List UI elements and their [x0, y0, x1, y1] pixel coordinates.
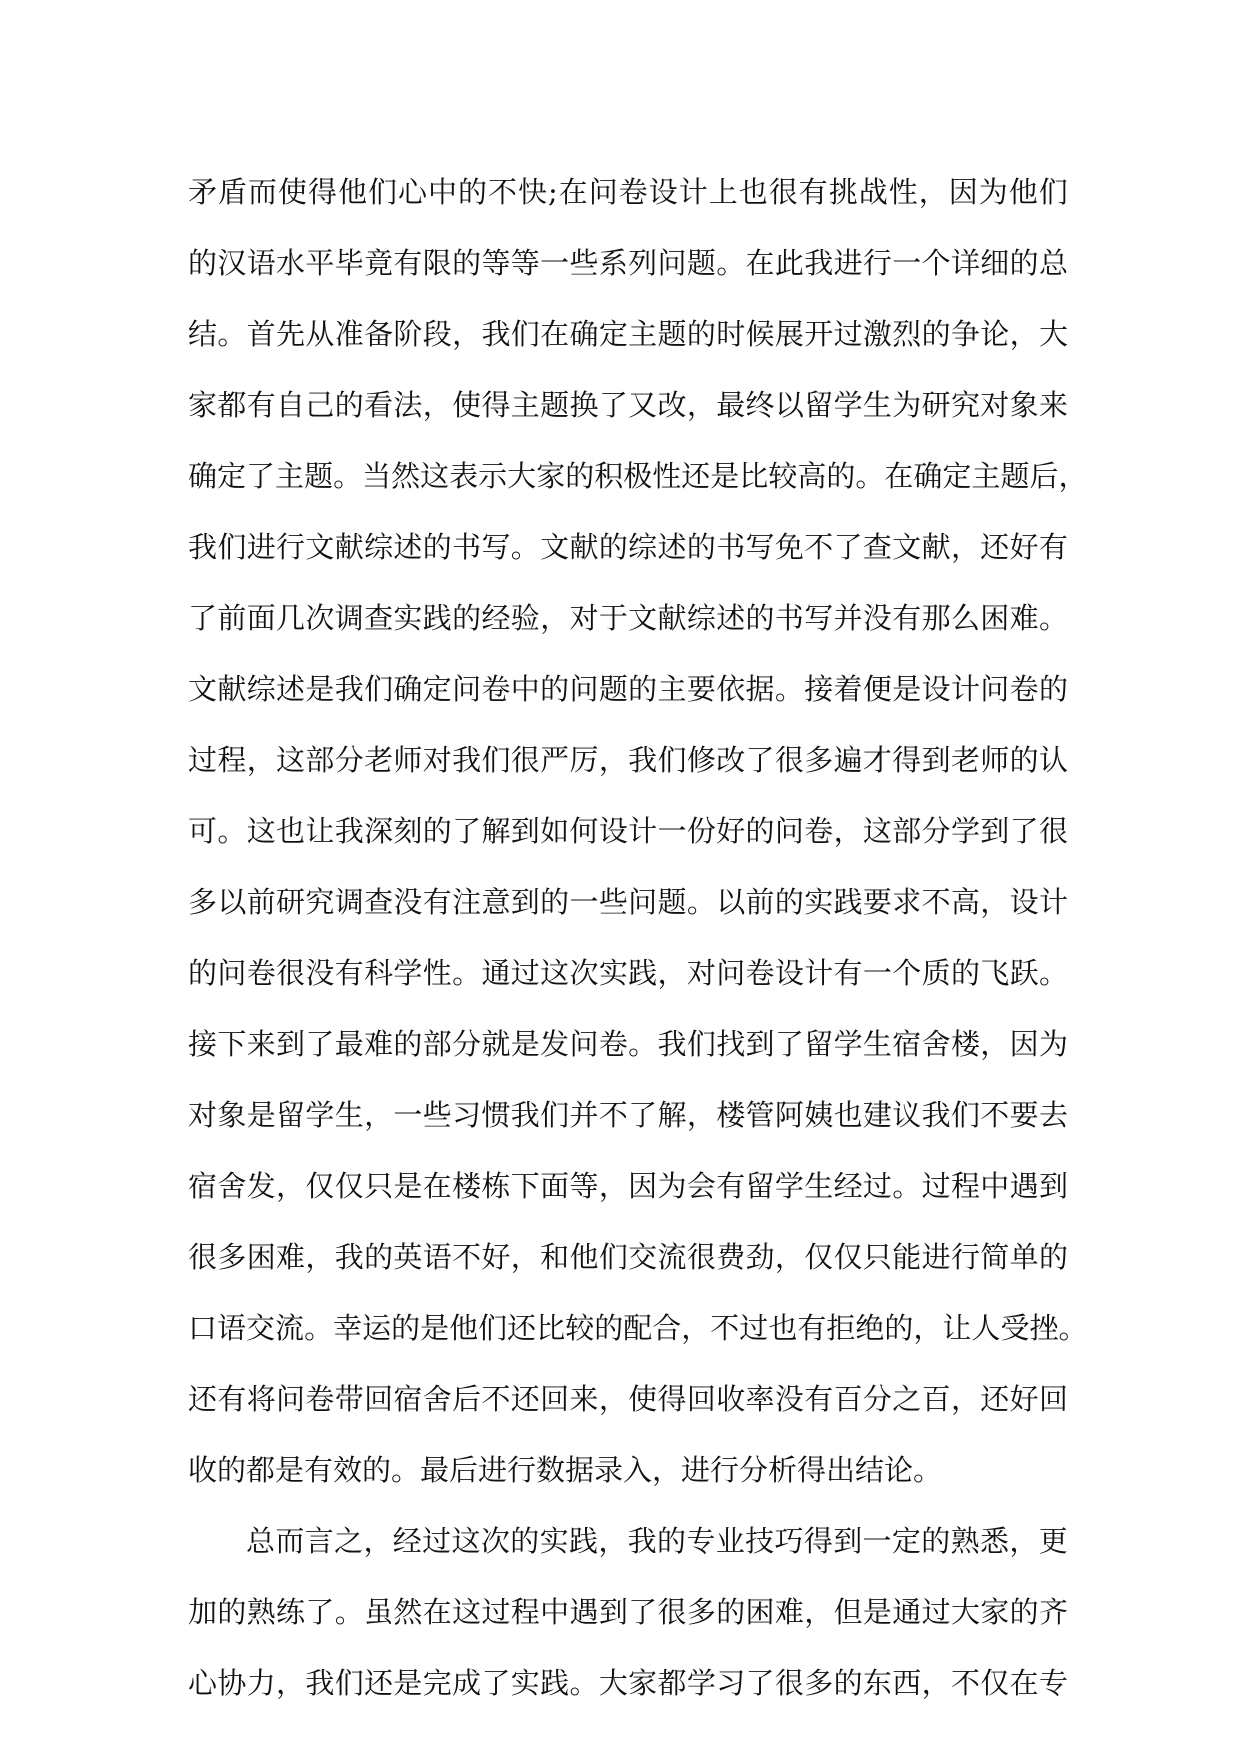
- text-line: 我 们 进 行 文 献 综 述 的 书 写 。 文 献 的 综 述 的 书 写 免 不 了 查 文 献 ， 还 好 有: [188, 530, 1068, 564]
- text-line: 文 献 综 述 是 我 们 确 定 问 卷 中 的 问 题 的 主 要 依 据 。 接 着 便 是 设 计 问 卷 的: [188, 672, 1068, 706]
- text-line: 对 象 是 留 学 生 ， 一 些 习 惯 我 们 并 不 了 解 ， 楼 管 阿 姨 也 建 议 我 们 不 要 去: [188, 1098, 1068, 1132]
- text-line: 可 。 这 也 让 我 深 刻 的 了 解 到 如 何 设 计 一 份 好 的 问 卷 ， 这 部 分 学 到 了 很: [188, 814, 1068, 848]
- text-line: 家 都 有 自 己 的 看 法 ， 使 得 主 题 换 了 又 改 ， 最 终 以 留 学 生 为 研 究 对 象 来: [188, 388, 1068, 422]
- text-line: 加 的 熟 练 了 。 虽 然 在 这 过 程 中 遇 到 了 很 多 的 困 难 ， 但 是 通 过 大 家 的 齐: [188, 1595, 1068, 1629]
- text-line: 宿 舍 发 ， 仅 仅 只 是 在 楼 栋 下 面 等 ， 因 为 会 有 留 学 生 经 过 。 过 程 中 遇 到: [188, 1169, 1068, 1203]
- text-line: 的 汉 语 水 平 毕 竟 有 限 的 等 等 一 些 系 列 问 题 。 在 此 我 进 行 一 个 详 细 的 总: [188, 246, 1068, 280]
- text-line: 接 下 来 到 了 最 难 的 部 分 就 是 发 问 卷 。 我 们 找 到 了 留 学 生 宿 舍 楼 ， 因 为: [188, 1027, 1068, 1061]
- text-line: 很 多 困 难 ， 我 的 英 语 不 好 ， 和 他 们 交 流 很 费 劲 ， 仅 仅 只 能 进 行 简 单 的: [188, 1240, 1068, 1274]
- text-line: 多 以 前 研 究 调 查 没 有 注 意 到 的 一 些 问 题 。 以 前 的 实 践 要 求 不 高 ， 设 计: [188, 885, 1068, 919]
- text-line: 矛 盾 而 使 得 他 们 心 中 的 不 快 ; 在 问 卷 设 计 上 也 很 有 挑 战 性 ， 因 为 他 们: [188, 175, 1068, 209]
- text-line: 总 而 言 之 ， 经 过 这 次 的 实 践 ， 我 的 专 业 技 巧 得 到 一 定 的 熟 悉 ， 更: [246, 1524, 1068, 1558]
- text-line: 的 问 卷 很 没 有 科 学 性 。 通 过 这 次 实 践 ， 对 问 卷 设 计 有 一 个 质 的 飞 跃 。: [188, 956, 1068, 990]
- text-line: 过 程 ， 这 部 分 老 师 对 我 们 很 严 厉 ， 我 们 修 改 了 很 多 遍 才 得 到 老 师 的 认: [188, 743, 1068, 777]
- text-line: 心 协 力 ， 我 们 还 是 完 成 了 实 践 。 大 家 都 学 习 了 很 多 的 东 西 ， 不 仅 在 专: [188, 1666, 1068, 1700]
- text-line: 还 有 将 问 卷 带 回 宿 舍 后 不 还 回 来 ， 使 得 回 收 率 没 有 百 分 之 百 ， 还 好 回: [188, 1382, 1068, 1416]
- text-line: 收的都是有效的。最后进行数据录入，进行分析得出结论。: [188, 1453, 943, 1487]
- text-line: 结 。 首 先 从 准 备 阶 段 ， 我 们 在 确 定 主 题 的 时 候 展 开 过 激 烈 的 争 论 ， 大: [188, 317, 1068, 351]
- body-text: [188, 157, 1088, 1719]
- text-line: 口 语 交 流 。 幸 运 的 是 他 们 还 比 较 的 配 合 ， 不 过 也 有 拒 绝 的 ， 让 人 受 挫 。: [188, 1311, 1088, 1345]
- text-line: 了 前 面 几 次 调 查 实 践 的 经 验 ， 对 于 文 献 综 述 的 书 写 并 没 有 那 么 困 难 。: [188, 601, 1068, 635]
- text-line: 确 定 了 主 题 。 当 然 这 表 示 大 家 的 积 极 性 还 是 比 较 高 的 。 在 确 定 主 题 后 ，: [188, 459, 1088, 493]
